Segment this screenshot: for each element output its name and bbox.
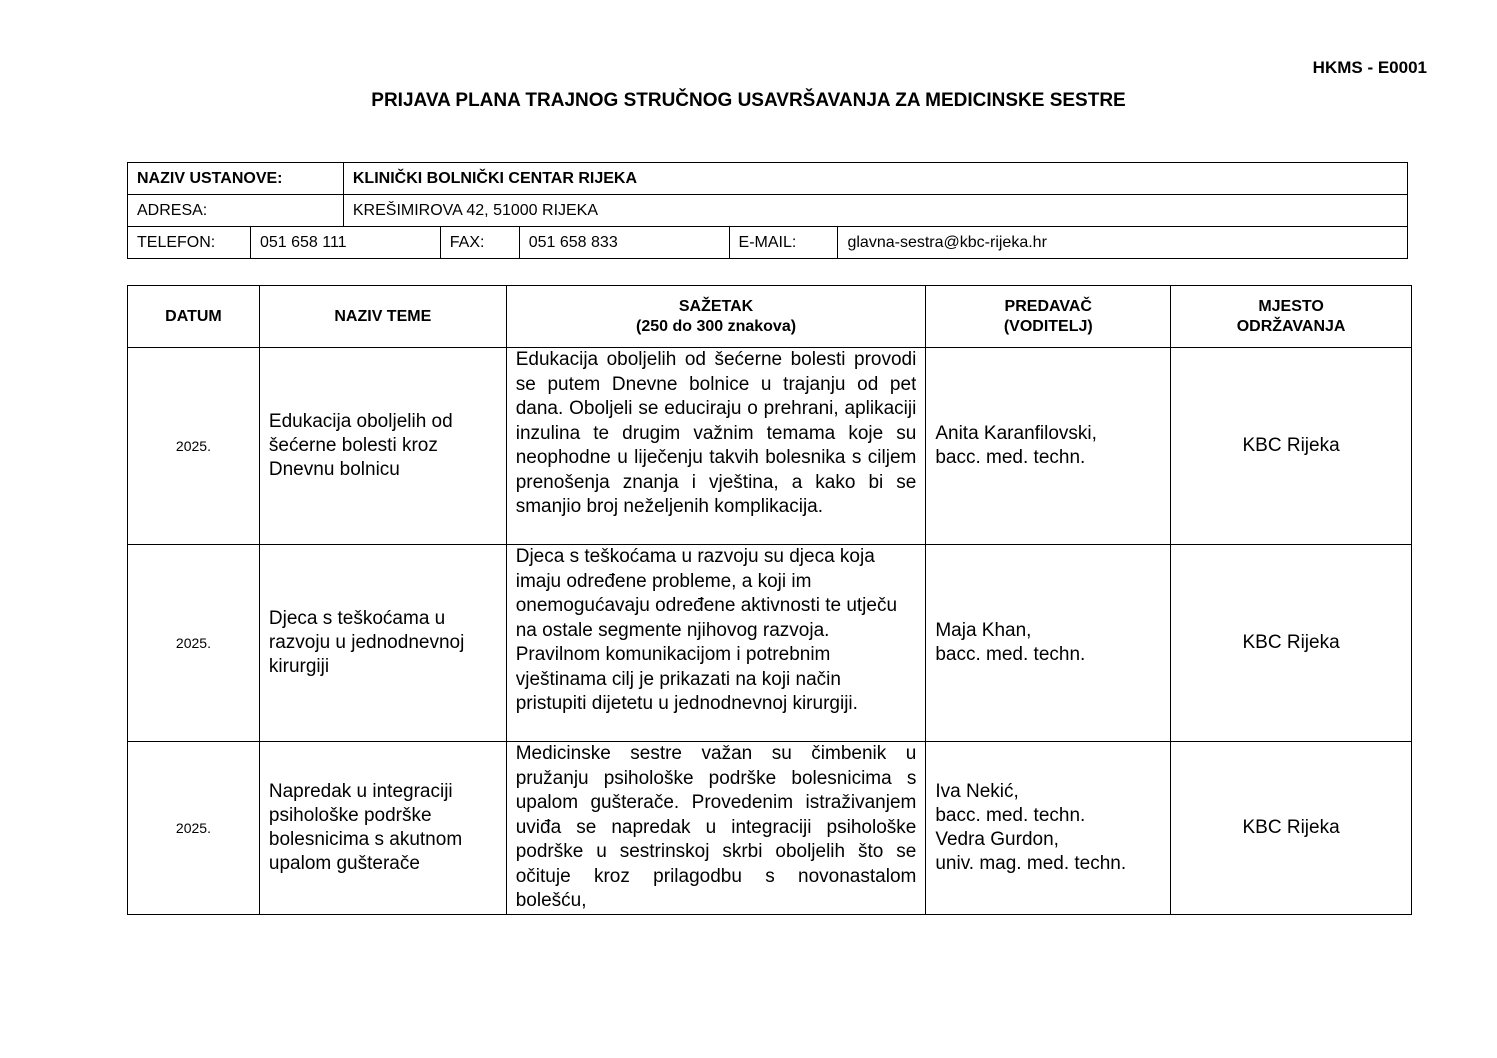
header-lecturer: [926, 286, 1171, 348]
document-code: HKMS - E0001: [1312, 58, 1427, 77]
institution-contact-row: [128, 227, 1408, 259]
document-title: PRIJAVA PLANA TRAJNOG STRUČNOG USAVRŠAVANJA ZA MEDICINSKE SESTRE: [371, 90, 1126, 111]
institution-address-label: ADRESA:: [128, 195, 344, 227]
header-lecturer-note: (VODITELJ): [1003, 317, 1093, 335]
lecturer-title: bacc. med. techn.: [935, 804, 1086, 826]
plan-table: [127, 285, 1412, 915]
phone-label: TELEFON:: [128, 227, 251, 259]
row-summary: [506, 545, 926, 742]
row-place: KBC Rijeka: [1171, 545, 1412, 742]
row-lecturer: [926, 348, 1171, 545]
institution-table: [127, 162, 1408, 259]
row-lecturer: [926, 742, 1171, 915]
header-summary: [506, 286, 926, 348]
lecturer-title: bacc. med. techn.: [935, 447, 1086, 468]
lecturer-name: Anita Karanfilovski,: [935, 423, 1097, 444]
header-summary-note: (250 do 300 znakova): [635, 317, 797, 335]
institution-address-value: KREŠIMIROVA 42, 51000 RIJEKA: [343, 195, 1407, 227]
row-place: KBC Rijeka: [1171, 348, 1412, 545]
lecturer-title: bacc. med. techn.: [935, 644, 1086, 665]
institution-name-row: [128, 163, 1408, 195]
header-topic: NAZIV TEME: [259, 286, 506, 348]
table-row: [128, 742, 1412, 915]
lecturer-name: Vedra Gurdon,: [935, 828, 1059, 850]
institution-address-row: [128, 195, 1408, 227]
plan-header-row: [128, 286, 1412, 348]
lecturer-title: univ. mag. med. techn.: [935, 852, 1127, 874]
header-place: [1171, 286, 1412, 348]
row-summary-text: Medicinske sestre važan su čimbenik u pružanju psihološke podrške bolesnicima s upalom gušterače. Provedenim istraživanjem uviđa se napredak u integraciji psihološke podrške u sestrinskoj skrbi oboljelih što se očituje kroz prilagodbu s novonastalom bolešću,: [515, 743, 917, 911]
institution-name-value: KLINIČKI BOLNIČKI CENTAR RIJEKA: [343, 163, 1407, 195]
row-summary: [506, 348, 926, 545]
header-place-label: MJESTO: [1258, 297, 1324, 315]
row-summary-text: Edukacija oboljelih od šećerne bolesti provodi se putem Dnevne bolnice u trajanju od pet dana. Oboljeli se educiraju o prehrani, aplikaciji inzulina te drugim važnim temama koje su neophodne u liječenju takvih bolesnika s ciljem prenošenja znanja i vještina, a kako bi se smanjio broj neželjenih komplikacija.: [515, 349, 917, 517]
row-summary-text: Djeca s teškoćama u razvoju su djeca koja imaju određene probleme, a koji im onemogućavaju određene aktivnosti te utječu na ostale segmente njihovog razvoja. Pravilnom komunikacijom i potrebnim vještinama cilj je prikazati na koji način pristupiti dijetetu u jednodnevnoj kirurgiji.: [515, 546, 898, 714]
row-place: KBC Rijeka: [1171, 742, 1412, 915]
table-row: [128, 545, 1412, 742]
row-date: 2025.: [128, 348, 260, 545]
header-lecturer-label: PREDAVAČ: [1004, 297, 1092, 315]
email-value: glavna-sestra@kbc-rijeka.hr: [838, 227, 1408, 259]
row-date: 2025.: [128, 742, 260, 915]
row-topic: Napredak u integraciji psihološke podrške bolesnicima s akutnom upalom gušterače: [259, 742, 506, 915]
header-date: DATUM: [128, 286, 260, 348]
row-date: 2025.: [128, 545, 260, 742]
header-place-note: ODRŽAVANJA: [1236, 317, 1346, 335]
fax-value: 051 658 833: [519, 227, 729, 259]
phone-value: 051 658 111: [250, 227, 440, 259]
row-summary: [506, 742, 926, 915]
email-label: E-MAIL:: [729, 227, 838, 259]
header-summary-label: SAŽETAK: [678, 297, 754, 315]
lecturer-name: Maja Khan,: [935, 620, 1032, 641]
institution-name-label: NAZIV USTANOVE:: [128, 163, 344, 195]
row-topic: Edukacija oboljelih od šećerne bolesti kroz Dnevnu bolnicu: [259, 348, 506, 545]
table-row: [128, 348, 1412, 545]
lecturer-name: Iva Nekić,: [935, 780, 1019, 802]
row-topic: Djeca s teškoćama u razvoju u jednodnevnoj kirurgiji: [259, 545, 506, 742]
fax-label: FAX:: [440, 227, 519, 259]
row-lecturer: [926, 545, 1171, 742]
